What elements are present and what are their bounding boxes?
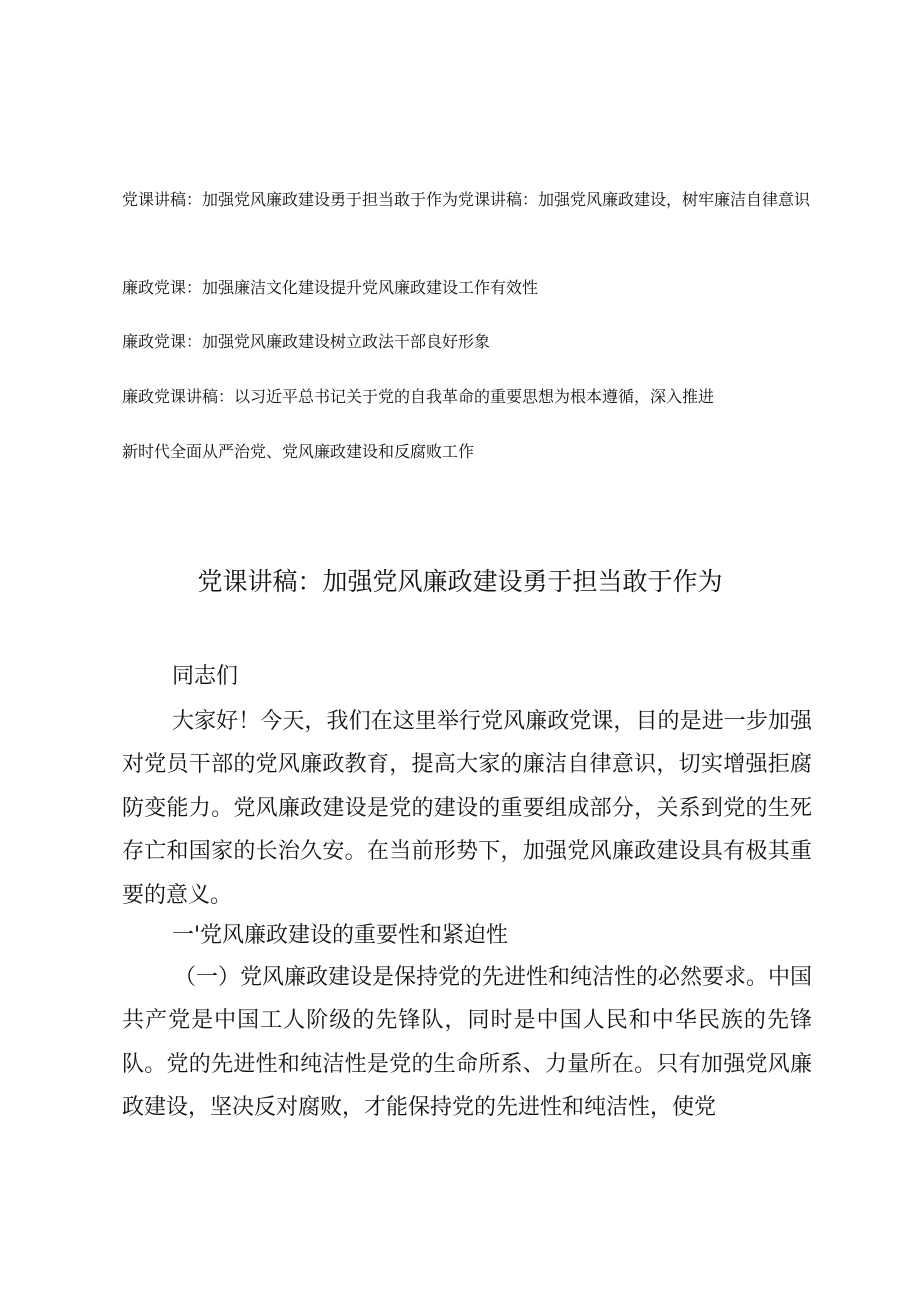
toc-item-4-line-1: 廉政党课讲稿：以习近平总书记关于党的自我革命的重要思想为根本遵循，深入推进 [122,387,715,406]
paragraph-section-1-1: （一）党风廉政建设是保持党的先进性和纯洁性的必然要求。中国共产党是中国工人阶级的先锋队，同时是中国人民和中华民族的先锋队。党的先进性和纯洁性是党的生命所系、力量所在。只有加强党风廉政建设，坚决反对腐败，才能保持党的先进性和纯洁性，使党 [122,965,813,1121]
salutation: 同志们 [172,664,239,689]
toc-item-2: 廉政党课：加强廉洁文化建设提升党风廉政建设工作有效性 [122,278,539,297]
section-heading-1: 一'党风廉政建设的重要性和紧迫性 [172,923,509,948]
document-title: 党课讲稿：加强党风廉政建设勇于担当敢于作为 [197,567,723,596]
toc-item-1: 党课讲稿：加强党风廉政建设勇于担当敢于作为党课讲稿：加强党风廉政建设，树牢廉洁自律意识 [122,190,811,209]
toc-item-3: 廉政党课：加强党风廉政建设树立政法干部良好形象 [122,332,491,351]
paragraph-intro: 大家好！今天，我们在这里举行党风廉政党课，目的是进一步加强对党员干部的党风廉政教育，提高大家的廉洁自律意识，切实增强拒腐防变能力。党风廉政建设是党的建设的重要组成部分，关系到党的生死存亡和国家的长治久安。在当前形势下，加强党风廉政建设具有极其重要的意义。 [122,709,812,908]
toc-item-4-line-2: 新时代全面从严治党、党风廉政建设和反腐败工作 [122,442,475,461]
